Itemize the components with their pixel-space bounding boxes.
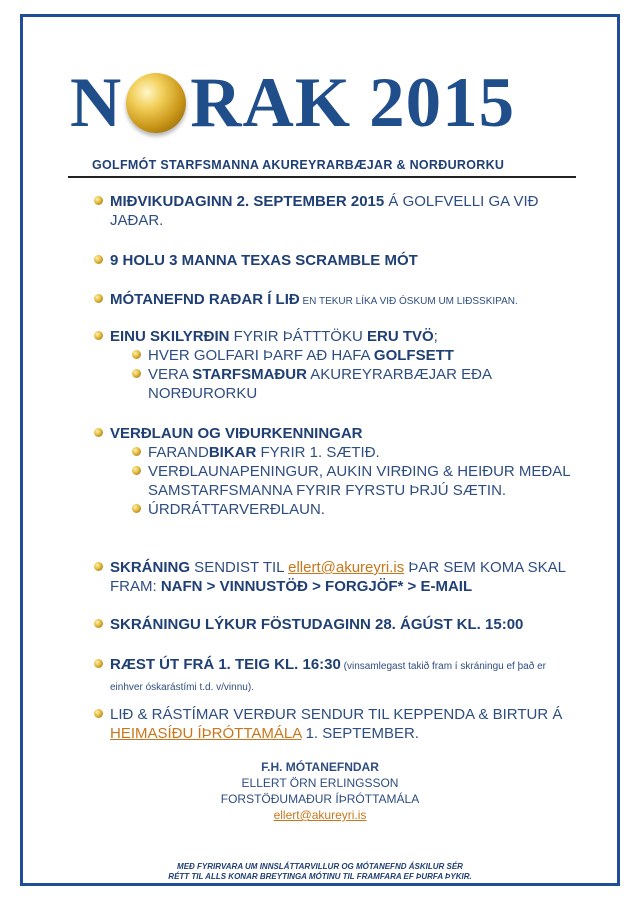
prizes-bold: VERÐLAUN OG VIÐURKENNINGAR	[110, 425, 363, 442]
list-item-date	[94, 192, 574, 230]
title-rest: RAK	[190, 63, 352, 142]
disclaimer-line2: RÉTT TIL ALLS KONAR BREYTINGA MÓTINU TIL FRAMFARA EF ÞURFA ÞYKIR.	[168, 872, 472, 881]
registration-text: SENDIST TIL	[190, 559, 289, 576]
teams-small: EN TEKUR LÍKA VIÐ ÓSKUM UM LIÐSSKIPAN.	[299, 296, 518, 307]
list-item-deadline	[94, 615, 574, 634]
sub-item-trophy	[94, 443, 574, 462]
sub-text: VERA	[148, 366, 193, 383]
bullet-icon	[94, 428, 103, 437]
registration-text: ÞAR SEM KOMA SKAL FRAM:	[110, 559, 566, 595]
title-letter-n: N	[70, 63, 123, 142]
conditions-mid: FYRIR ÞÁTTTÖKU	[229, 328, 367, 345]
bullet-icon	[94, 331, 103, 340]
bullet-icon	[132, 369, 141, 378]
signature-email-link[interactable]: ellert@akureyri.is	[273, 808, 367, 822]
sub-bold: STARFSMAÐUR	[192, 366, 307, 383]
bullet-icon	[94, 255, 103, 264]
bullet-icon	[132, 466, 141, 475]
sub-text: FARAND	[148, 444, 209, 461]
disclaimer	[0, 862, 640, 882]
sub-bold: GOLFSETT	[373, 347, 454, 364]
sub-text: FYRIR 1. SÆTIÐ.	[256, 444, 380, 461]
list-item-conditions	[94, 327, 574, 403]
sub-text: ÚRDRÁTTARVERÐLAUN.	[148, 501, 325, 518]
start-bold: RÆST ÚT FRÁ 1. TEIG KL. 16:30	[110, 656, 341, 673]
sub-item-golfset	[94, 346, 574, 365]
sub-bold: BIKAR	[208, 444, 257, 461]
date-rest: Á GOLFVELLI GA VIÐ JAÐAR.	[110, 193, 539, 229]
list-item-prizes	[94, 424, 574, 519]
sub-item-employee	[94, 365, 574, 403]
bullet-icon	[94, 294, 103, 303]
signature-title: FORSTÖÐUMAÐUR ÍÞRÓTTAMÁLA	[220, 792, 420, 806]
golf-ball-icon	[126, 73, 186, 133]
list-item-announcement	[94, 705, 574, 743]
conditions-bold: EINU SKILYRÐIN	[110, 328, 230, 345]
event-title	[70, 63, 550, 143]
sub-item-medals	[94, 462, 574, 500]
teams-bold: MÓTANEFND RAÐAR Í LIÐ	[110, 291, 300, 308]
bullet-icon	[94, 196, 103, 205]
conditions-end: ;	[433, 328, 438, 345]
signature-line1: F.H. MÓTANEFNDAR	[261, 760, 379, 774]
sports-homepage-link[interactable]: HEIMASÍÐU ÍÞRÓTTAMÁLA	[110, 725, 302, 742]
announce-text: 1. SEPTEMBER.	[301, 725, 419, 742]
sub-text: VERÐLAUNAPENINGUR, AUKIN VIRÐING & HEIÐUR MEÐAL SAMSTARFSMANNA FYRIR FYRSTU ÞRJÚ SÆTIN.	[148, 463, 571, 499]
bullet-icon	[94, 659, 103, 668]
format-bold: 9 HOLU 3 MANNA TEXAS SCRAMBLE MÓT	[110, 252, 418, 269]
conditions-bold2: ERU TVÖ	[366, 328, 434, 345]
list-item-start	[94, 655, 574, 697]
sub-text: HVER GOLFARI ÞARF AÐ HAFA	[148, 347, 374, 364]
signature	[0, 759, 640, 823]
list-item-format	[94, 251, 574, 270]
bullet-icon	[132, 504, 141, 513]
divider	[68, 176, 576, 178]
start-small: (vinsamlegast takið fram í skráningu ef það er einhver óskarástími t.d. v/vinnu).	[110, 661, 546, 693]
bullet-icon	[94, 619, 103, 628]
sub-item-raffle	[94, 500, 574, 519]
list-item-teams	[94, 290, 574, 311]
registration-fields: NAFN > VINNUSTÖÐ > FORGJÖF* > E-MAIL	[160, 578, 473, 595]
announce-text: LIÐ & RÁSTÍMAR VERÐUR SENDUR TIL KEPPENDA & BIRTUR Á	[110, 706, 563, 723]
bullet-icon	[132, 447, 141, 456]
disclaimer-line1: MEÐ FYRIRVARA UM INNSLÁTTARVILLUR OG MÓTANEFND ÁSKILUR SÉR	[177, 862, 463, 871]
event-subtitle: GOLFMÓT STARFSMANNA AKUREYRARBÆJAR & NORÐURORKU	[92, 158, 505, 172]
signature-name: ELLERT ÖRN ERLINGSSON	[241, 776, 399, 790]
bullet-icon	[132, 350, 141, 359]
list-item-registration	[94, 558, 574, 596]
registration-bold: SKRÁNING	[110, 559, 191, 576]
email-link[interactable]: ellert@akureyri.is	[288, 559, 405, 576]
sub-text: AKUREYRARBÆJAR EÐA NORÐURORKU	[148, 366, 492, 402]
bullet-icon	[94, 709, 103, 718]
title-year: 2015	[369, 63, 516, 142]
date-bold: MIÐVIKUDAGINN 2. SEPTEMBER 2015	[110, 193, 385, 210]
deadline-bold: SKRÁNINGU LÝKUR FÖSTUDAGINN 28. ÁGÚST KL. 15:00	[110, 616, 524, 633]
bullet-icon	[94, 562, 103, 571]
